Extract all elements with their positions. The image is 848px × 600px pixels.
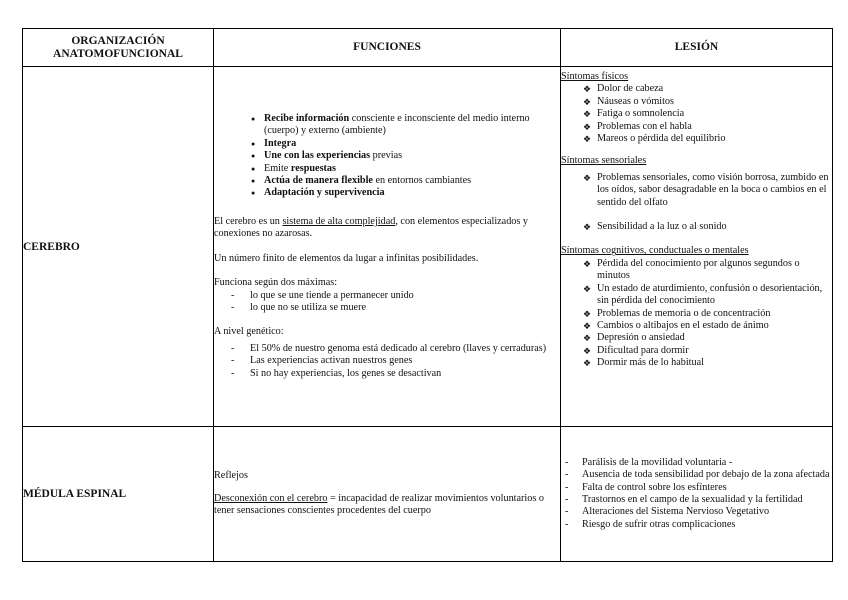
list-item: - Las experiencias activan nuestros genes — [231, 355, 560, 367]
medula-para-desconexion: Desconexión con el cerebro = incapacidad de realizar movimientos voluntarios o tener sensaciones conscientes procedentes del cuerpo — [214, 492, 544, 517]
cognitivos-list — [561, 258, 832, 370]
medula-lesion — [561, 427, 833, 562]
list-item: ❖ Un estado de aturdimiento, confusión o desorientación, sin pérdida del conocimiento — [583, 283, 832, 308]
list-item: ❖ Depresión o ansiedad — [583, 332, 832, 344]
list-item: ❖ Problemas sensoriales, como visión borrosa, zumbido en los oídos, sabor desagradable en la boca o cambios en el sentido del olfato — [583, 172, 832, 209]
sensoriales-title: Síntomas sensoriales — [561, 155, 647, 167]
cognitivos-title: Síntomas cognitivos, conductuales o mentales — [561, 245, 749, 257]
list-item: ❖ Pérdida del conocimiento por algunos segundos o minutos — [583, 258, 832, 283]
list-item: ❖ Mareos o pérdida del equilibrio — [583, 133, 832, 145]
header-row — [23, 29, 833, 67]
header-funciones: FUNCIONES — [214, 29, 561, 67]
cerebro-para-finito: Un número finito de elementos da lugar a infinitas posibilidades. — [214, 252, 479, 264]
bullet-item: ● Adaptación y supervivencia — [251, 187, 560, 199]
list-item: - Falta de control sobre los esfínteres — [565, 482, 832, 494]
bullet-item: ● Une con las experiencias previas — [251, 150, 560, 162]
list-item: ❖ Dolor de cabeza — [583, 83, 832, 95]
list-item: - Alteraciones del Sistema Nervioso Vegetativo — [565, 506, 832, 518]
bullet-item: ● Actúa de manera flexible en entornos cambiantes — [251, 175, 560, 187]
header-lesion: LESIÓN — [561, 29, 833, 67]
cerebro-funciones-bullets — [214, 113, 560, 200]
bullet-item: ● Emite respuestas — [251, 163, 560, 175]
medula-para-reflejos: Reflejos — [214, 470, 248, 482]
list-item: ❖ Dormir más de lo habitual — [583, 357, 832, 369]
list-item: - El 50% de nuestro genoma está dedicado al cerebro (llaves y cerraduras) — [231, 343, 560, 355]
medula-lesion-list — [561, 457, 832, 531]
list-item: ❖ Dificultad para dormir — [583, 345, 832, 357]
list-item: - Parálisis de la movilidad voluntaria - — [565, 457, 832, 469]
cerebro-lesion — [561, 67, 833, 427]
cerebro-para-genetico: A nivel genético: — [214, 326, 284, 338]
sensoriales-list — [561, 172, 832, 234]
row-medula — [23, 427, 833, 562]
row-cerebro — [23, 67, 833, 427]
list-item: ❖ Fatiga o somnolencia — [583, 108, 832, 120]
cerebro-para-complejidad: El cerebro es un sistema de alta complejidad, con elementos especializados y conexiones no azarosas. — [214, 215, 528, 240]
fisicos-title: Síntomas físicos — [561, 71, 629, 82]
cerebro-para-maximas: Funciona según dos máximas: — [214, 277, 338, 289]
header-organizacion-line2: ANATOMOFUNCIONAL — [53, 47, 183, 60]
list-item: ❖ Problemas con el habla — [583, 121, 832, 133]
list-item: - Trastornos en el campo de la sexualidad y la fertilidad — [565, 494, 832, 506]
summary-table — [22, 28, 833, 562]
bullet-item: ● Recibe información consciente e inconsciente del medio interno (cuerpo) y externo (ambiente) — [251, 113, 560, 138]
medula-label: MÉDULA ESPINAL — [23, 427, 214, 562]
genetico-list — [214, 343, 560, 380]
list-item: ❖ Náuseas o vómitos — [583, 96, 832, 108]
list-item: - lo que no se utiliza se muere — [231, 302, 560, 314]
list-item: - Si no hay experiencias, los genes se desactivan — [231, 368, 560, 380]
cerebro-label: CEREBRO — [23, 67, 214, 427]
header-organizacion — [23, 29, 214, 67]
list-item: ❖ Problemas de memoria o de concentración — [583, 308, 832, 320]
list-item: - Riesgo de sufrir otras complicaciones — [565, 519, 832, 531]
list-item: ❖ Cambios o altibajos en el estado de ánimo — [583, 320, 832, 332]
medula-funciones — [214, 427, 561, 562]
maximas-list — [214, 290, 560, 315]
cerebro-funciones — [214, 67, 561, 427]
list-item: - Ausencia de toda sensibilidad por debajo de la zona afectada — [565, 469, 832, 481]
header-organizacion-line1: ORGANIZACIÓN — [71, 34, 165, 47]
fisicos-list — [561, 83, 832, 145]
list-item: - lo que se une tiende a permanecer unido — [231, 290, 560, 302]
bullet-item: ● Integra — [251, 138, 560, 150]
list-item: ❖ Sensibilidad a la luz o al sonido — [583, 221, 832, 233]
